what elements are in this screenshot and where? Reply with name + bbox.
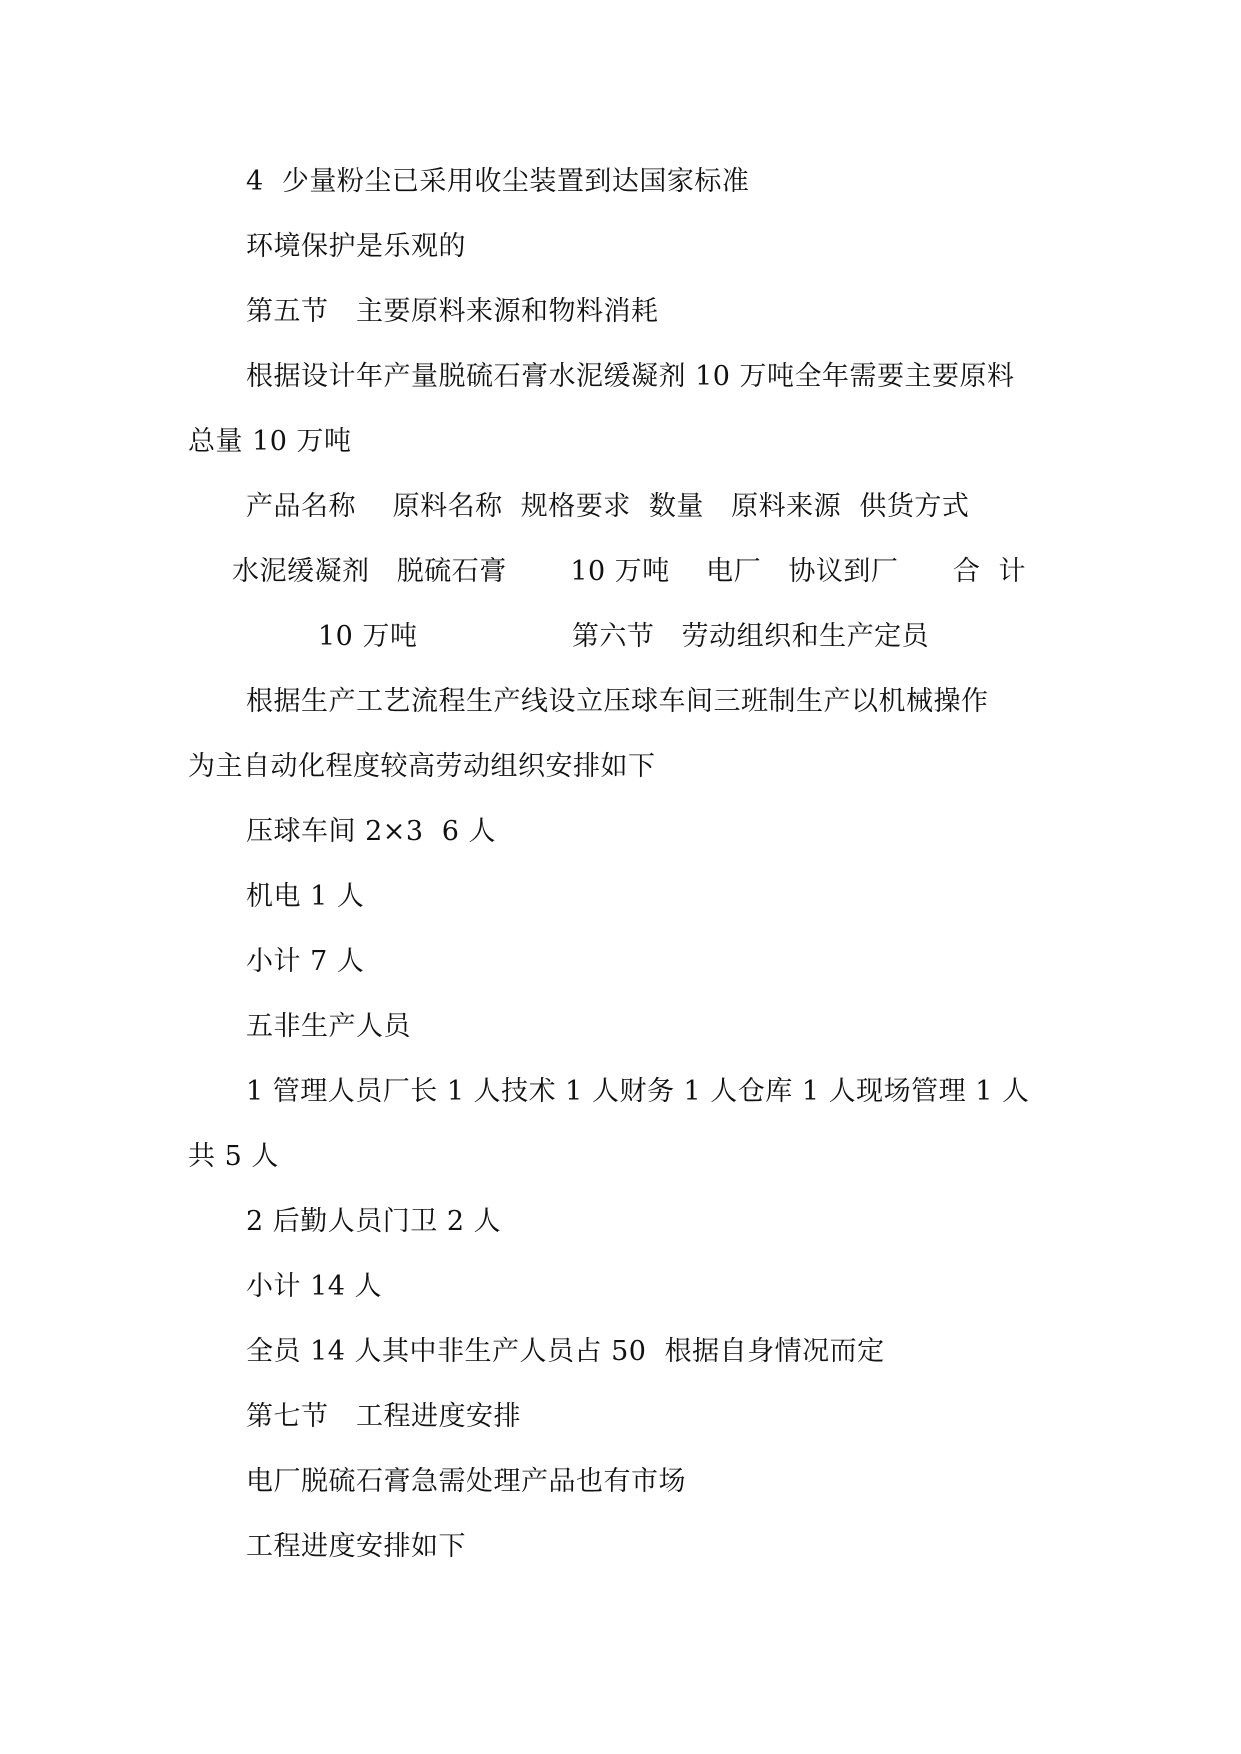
text-line: 1 管理人员厂长 1 人技术 1 人财务 1 人仓库 1 人现场管理 1 人 [246, 1076, 1030, 1107]
text-line: 压球车间 2×3 6 人 [246, 816, 496, 847]
text-line: 根据设计年产量脱硫石膏水泥缓凝剂 10 万吨全年需要主要原料 [246, 361, 1015, 392]
text-line: 全员 14 人其中非生产人员占 50 根据自身情况而定 [246, 1336, 885, 1367]
text-line: 为主自动化程度较高劳动组织安排如下 [188, 751, 656, 782]
text-line: 4 少量粉尘已采用收尘装置到达国家标准 [246, 166, 750, 197]
text-line: 总量 10 万吨 [188, 426, 352, 457]
text-line: 根据生产工艺流程生产线设立压球车间三班制生产以机械操作 [246, 686, 989, 717]
table-row-line: 水泥缓凝剂 脱硫石膏 10 万吨 电厂 协议到厂 合 计 [232, 556, 1027, 587]
text-line: 工程进度安排如下 [246, 1531, 466, 1562]
text-line: 电厂脱硫石膏急需处理产品也有市场 [246, 1466, 686, 1497]
text-line: 机电 1 人 [246, 881, 365, 912]
section-heading: 第七节 工程进度安排 [246, 1401, 521, 1432]
text-line: 小计 14 人 [246, 1271, 383, 1302]
text-line: 小计 7 人 [246, 946, 365, 977]
text-line: 五非生产人员 [246, 1011, 411, 1042]
section-heading: 第五节 主要原料来源和物料消耗 [246, 296, 659, 327]
text-line: 环境保护是乐观的 [246, 231, 466, 262]
text-line: 2 后勤人员门卫 2 人 [246, 1206, 502, 1237]
text-line: 共 5 人 [188, 1141, 279, 1172]
table-header-line: 产品名称 原料名称 规格要求 数量 原料来源 供货方式 [246, 491, 970, 522]
text-line: 10 万吨 第六节 劳动组织和生产定员 [318, 621, 930, 652]
